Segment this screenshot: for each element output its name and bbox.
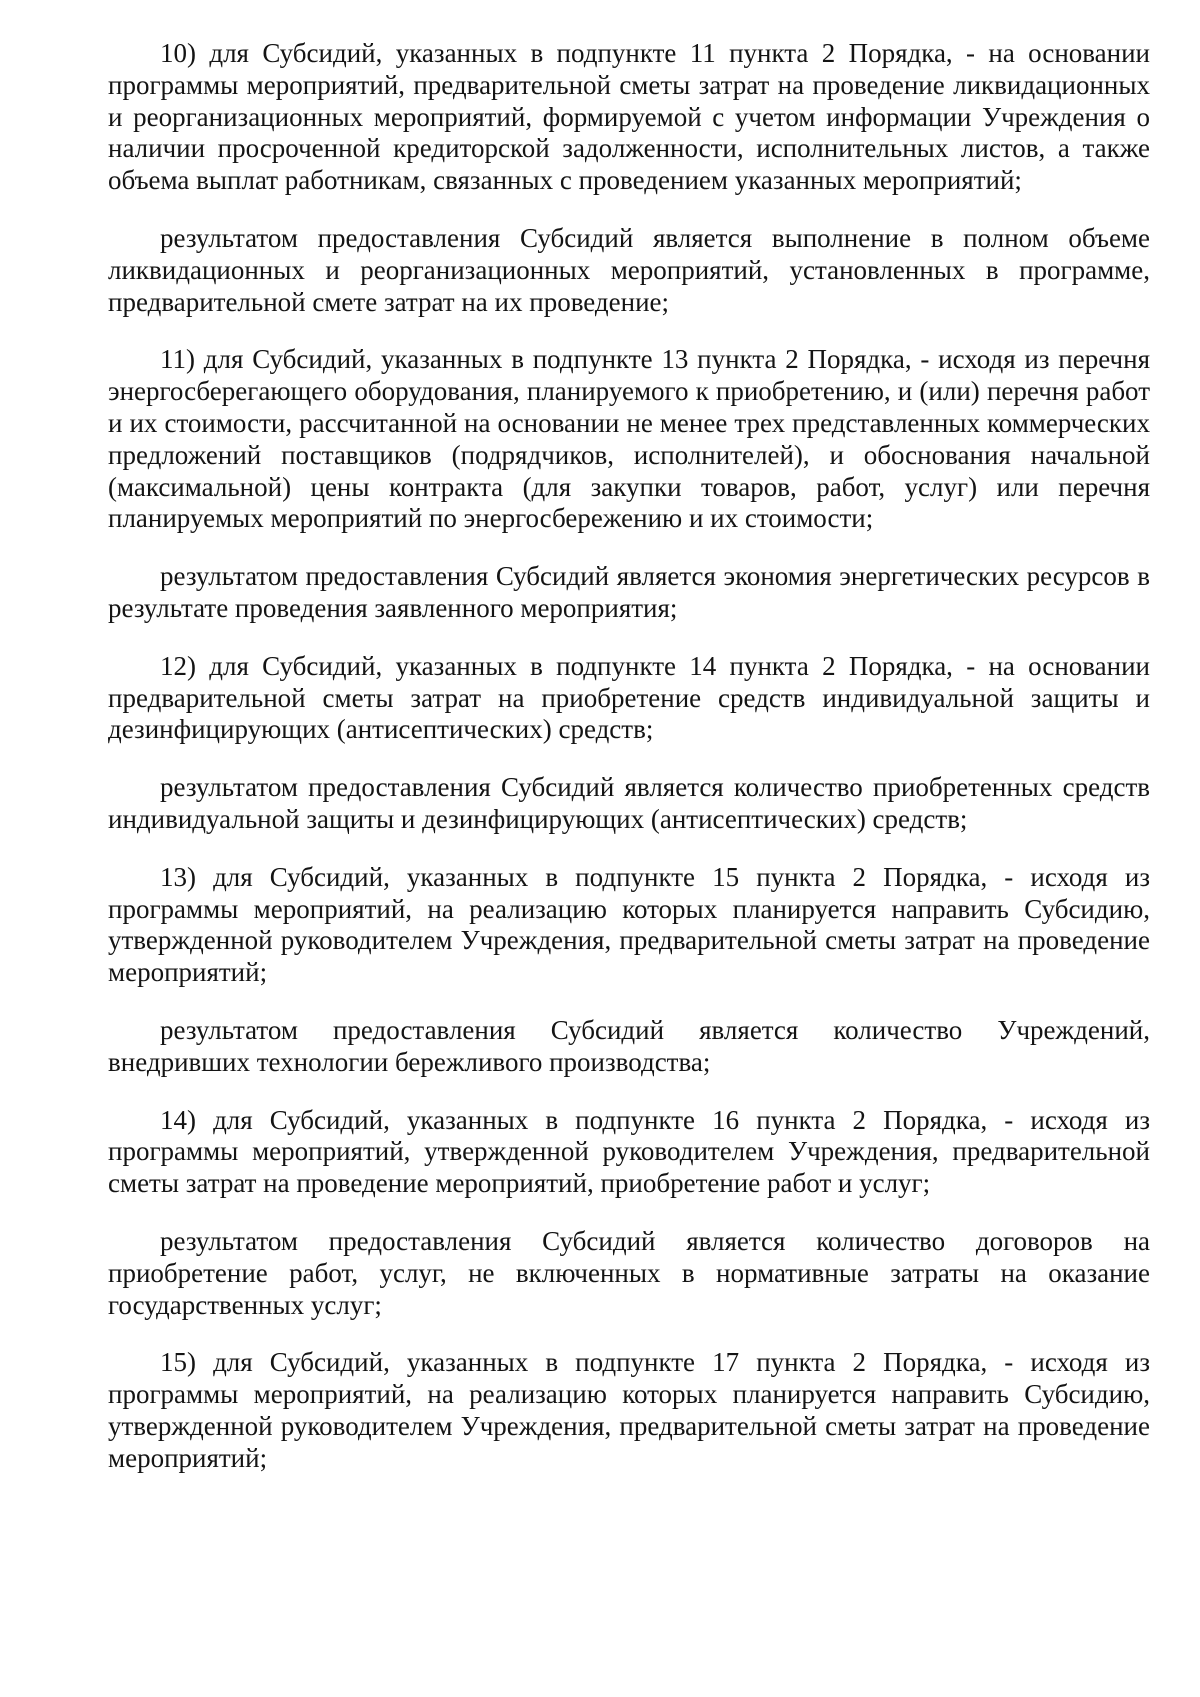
paragraph-result-13: результатом предоставления Субсидий является количество Учреждений, внедривших технологии бережливого производства; bbox=[108, 1014, 1150, 1077]
paragraph-result-10: результатом предоставления Субсидий является выполнение в полном объеме ликвидационных и реорганизационных мероприятий, установленных в программе, предварительной смете затрат на их проведение; bbox=[108, 222, 1150, 317]
document-page bbox=[108, 38, 1150, 1500]
paragraph-result-11: результатом предоставления Субсидий является экономия энергетических ресурсов в результате проведения заявленного мероприятия; bbox=[108, 561, 1150, 623]
paragraph-result-12: результатом предоставления Субсидий является количество приобретенных средств индивидуальной защиты и дезинфицирующих (антисептических) средств; bbox=[108, 772, 1150, 834]
paragraph-item-11: 11) для Субсидий, указанных в подпункте 13 пункта 2 Порядка, - исходя из перечня энергосберегающего оборудования, планируемого к приобретению, и (или) перечня работ и их стоимости, рассчитанной на основании не менее трех представленных коммерческих предложений поставщиков (подрядчиков, исполнителей), и обоснования начальной (максимальной) цены контракта (для закупки товаров, работ, услуг) или перечня планируемых мероприятий по энергосбережению и их стоимости; bbox=[108, 344, 1150, 534]
paragraph-item-15: 15) для Субсидий, указанных в подпункте 17 пункта 2 Порядка, - исходя из программы мероприятий, на реализацию которых планируется направить Субсидию, утвержденной руководителем Учреждения, предварительной сметы затрат на проведение мероприятий; bbox=[108, 1347, 1150, 1473]
paragraph-item-12: 12) для Субсидий, указанных в подпункте 14 пункта 2 Порядка, - на основании предварительной сметы затрат на приобретение средств индивидуальной защиты и дезинфицирующих (антисептических) средств; bbox=[108, 650, 1150, 745]
paragraph-item-14: 14) для Субсидий, указанных в подпункте 16 пункта 2 Порядка, - исходя из программы мероприятий, утвержденной руководителем Учреждения, предварительной сметы затрат на проведение мероприятий, приобретение работ и услуг; bbox=[108, 1104, 1150, 1199]
paragraph-result-14: результатом предоставления Субсидий является количество договоров на приобретение работ, услуг, не включенных в нормативные затраты на оказание государственных услуг; bbox=[108, 1225, 1150, 1320]
paragraph-item-10: 10) для Субсидий, указанных в подпункте 11 пункта 2 Порядка, - на основании программы мероприятий, предварительной сметы затрат на проведение ликвидационных и реорганизационных мероприятий, формируемой с учетом информации Учреждения о наличии просроченной кредиторской задолженности, исполнительных листов, а также объема выплат работникам, связанных с проведением указанных мероприятий; bbox=[108, 38, 1150, 196]
paragraph-item-13: 13) для Субсидий, указанных в подпункте 15 пункта 2 Порядка, - исходя из программы мероприятий, на реализацию которых планируется направить Субсидию, утвержденной руководителем Учреждения, предварительной сметы затрат на проведение мероприятий; bbox=[108, 861, 1150, 988]
